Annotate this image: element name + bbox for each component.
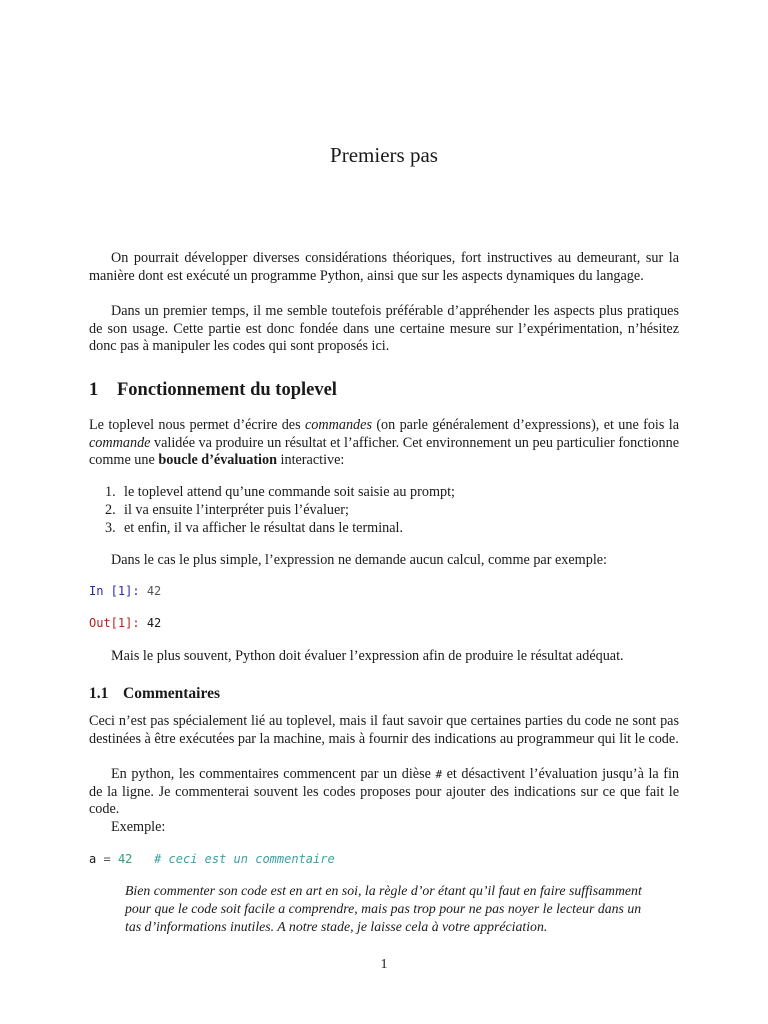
code-comment: # ceci est un commentaire bbox=[154, 852, 335, 866]
text-run: (on parle généralement d’expressions), et une fois la bbox=[371, 417, 679, 433]
list-item bbox=[89, 520, 455, 538]
section-1-1-title: Commentaires bbox=[123, 685, 220, 702]
text-run: En python, les commentaires commencent par un dièse bbox=[111, 766, 436, 782]
emphasis-commande: commande bbox=[89, 434, 151, 451]
section-1-paragraph-2: Dans le cas le plus simple, l’expression ne demande aucun calcul, comme par exemple: bbox=[111, 552, 607, 568]
advice-quote: Bien commenter son code est en art en soi, la règle d’or étant qu’il faut en faire suffisamment pour que le code soit facile a comprendre, mais pas trop pour ne pas noyer le lecteur dans un tas d’informations inutiles. A notre stade, je laisse cela à votre appréciation. bbox=[125, 883, 642, 934]
list-item-text: il va ensuite l’interpréter puis l’évaluer; bbox=[124, 501, 349, 518]
evaluation-steps-list bbox=[89, 484, 455, 537]
emphasis-commandes: commandes bbox=[304, 417, 372, 433]
section-1-1-number: 1.1 bbox=[89, 685, 109, 702]
page-title: Premiers pas bbox=[330, 143, 438, 167]
code-output-line bbox=[89, 616, 161, 630]
text-run: validée va produire un résultat et l’afficher. Cet environnement un peu particulier fonctionne comme une bbox=[89, 434, 679, 469]
intro-paragraph-1: On pourrait développer diverses considérations théoriques, fort instructives au demeurant, sur la manière dont est exécuté un programme Python, ainsi que sur les aspects dynamiques du langage. bbox=[89, 250, 679, 284]
section-1-paragraph-3: Mais le plus souvent, Python doit évaluer l’expression afin de produire le résultat adéquat. bbox=[111, 648, 624, 664]
list-item-number: 3. bbox=[105, 519, 116, 536]
section-1-1-paragraph-1: Ceci n’est pas spécialement lié au toplevel, mais il faut savoir que certaines parties du code ne sont pas destinées à être exécutées par la machine, mais à fournir des indications au programmeur qui lit le code. bbox=[89, 713, 679, 747]
inline-code-hash: # bbox=[435, 768, 443, 781]
intro-paragraph-2: Dans un premier temps, il me semble toutefois préférable d’appréhender les aspects plus pratiques de son usage. Cette partie est donc fondée dans une certaine mesure sur l’expérimentation, n’hésitez donc pas à manipuler les codes qui sont proposés ici. bbox=[89, 303, 679, 355]
code-example-line bbox=[89, 852, 335, 866]
input-prompt: In [1]: bbox=[89, 584, 140, 598]
list-item-number: 1. bbox=[105, 484, 116, 500]
text-run: interactive: bbox=[276, 452, 345, 469]
code-operator: = bbox=[103, 852, 111, 866]
section-1-1-paragraph-3: Exemple: bbox=[111, 819, 166, 835]
bold-boucle-evaluation: boucle d’évaluation bbox=[158, 452, 277, 469]
section-1-number: 1 bbox=[89, 380, 99, 400]
section-1-1-heading bbox=[89, 685, 220, 703]
code-input-line bbox=[89, 584, 161, 598]
input-value: 42 bbox=[146, 584, 162, 598]
list-item bbox=[89, 502, 455, 520]
output-prompt: Out[1]: bbox=[89, 616, 140, 630]
section-1-1-paragraph-2 bbox=[89, 766, 679, 819]
code-number: 42 bbox=[117, 852, 133, 866]
text-run: et désactivent l’évaluation jusqu’à la fin de la ligne. Je commenterai souvent les codes proposes pour ajouter des indications sur ce que fait le code. bbox=[89, 766, 679, 818]
page-number: 1 bbox=[380, 957, 388, 972]
list-item-text: le toplevel attend qu’une commande soit saisie au prompt; bbox=[124, 484, 455, 500]
output-value: 42 bbox=[146, 616, 162, 630]
section-1-heading bbox=[89, 380, 337, 401]
list-item-text: et enfin, il va afficher le résultat dans le terminal. bbox=[124, 519, 404, 536]
list-item bbox=[89, 484, 455, 502]
list-item-number: 2. bbox=[105, 501, 116, 518]
document-page bbox=[89, 0, 679, 1024]
section-1-paragraph-1 bbox=[89, 417, 679, 470]
section-1-title: Fonctionnement du toplevel bbox=[117, 380, 337, 400]
code-variable: a bbox=[89, 852, 97, 866]
text-run: Le toplevel nous permet d’écrire des bbox=[89, 417, 305, 433]
